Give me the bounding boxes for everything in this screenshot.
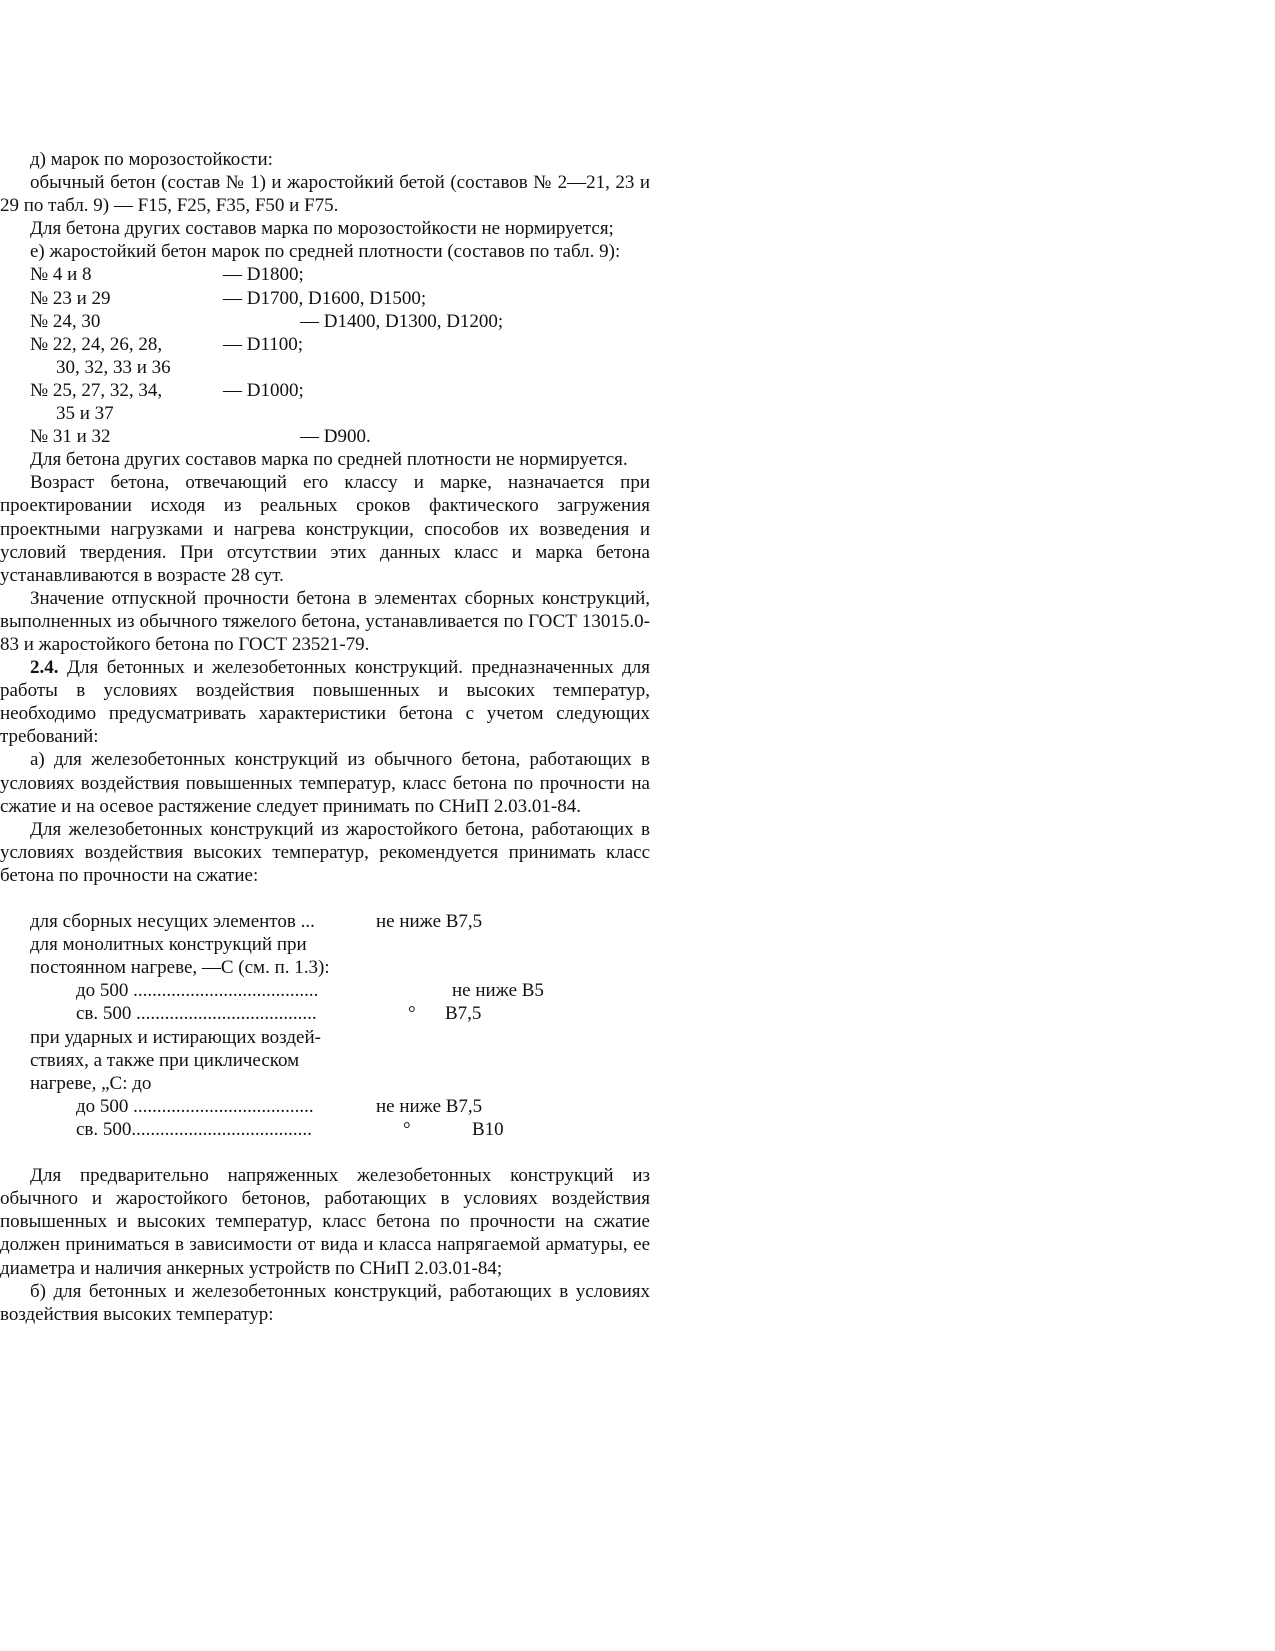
density-row-label: № 4 и 8 (30, 264, 92, 286)
class-table-row (0, 1072, 650, 1095)
density-row-value: — D1000; (223, 379, 304, 401)
class-row-value: не ниже В7,5 (376, 1095, 483, 1117)
paragraph-prestressed: Для предварительно напряженных железобетонных конструкций из обычного и жаростойкого бетонов, работающих в условиях воздействия повышенных и высоких температур, класс бетона по прочности на сжатие должен приниматься в зависимости от вида и класса напрягаемой арматуры, ее диаметра и наличия анкерных устройств по СНиП 2.03.01-84; (0, 1165, 650, 1279)
density-row-label: № 22, 24, 26, 28, (30, 333, 163, 355)
paragraph-density-heading: е) жаростойкий бетон марок по средней плотности (составов по табл. 9): (30, 241, 621, 263)
class-row-value: не ниже В5 (452, 980, 544, 1002)
paragraph-item-b: б) для бетонных и железобетонных конструкций, работающих в условиях воздействия высоких температур: (0, 1280, 650, 1325)
density-row-value: — D1100; (223, 333, 304, 355)
density-row-value: — D1400, D1300, D1200; (300, 310, 504, 332)
class-row-label: св. 500...................................... (76, 1118, 312, 1140)
density-row-label: № 23 и 29 (30, 287, 111, 309)
paragraph-frost-other: Для бетона других составов марка по морозостойкости не нормируется; (30, 218, 614, 240)
density-list (0, 263, 650, 448)
section-number: 2.4. (30, 657, 59, 679)
paragraph-frost-ordinary: обычный бетон (состав № 1) и жаростойкий бетой (составов № 2—21, 23 и 29 по табл. 9) — F15, F25, F35, F50 и F75. (0, 172, 650, 217)
class-row-label: св. 500 ...................................... (76, 1003, 317, 1025)
class-row-label: при ударных и истирающих воздей- (30, 1026, 321, 1048)
document-page-column (0, 148, 650, 1326)
section-2-4 (0, 656, 650, 748)
section-text: Для бетонных и железобетонных конструкций. предназначенных для работы в условиях воздействия повышенных и высоких температур, необходимо предусматривать характеристики бетона с учетом следующих требований: (0, 657, 650, 748)
class-row-label: постоянном нагреве, —С (см. п. 1.3): (30, 957, 330, 979)
paragraph-concrete-age: Возраст бетона, отвечающий его классу и марке, назначается при проектировании исходя из реальных сроков фактического загружения проектными нагрузками и нагрева конструкции, способов их возведения и условий твердения. При отсутствии этих данных класс и марка бетона устанавливаются в возрасте 28 сут. (0, 472, 650, 586)
density-row-label: № 24, 30 (30, 310, 101, 332)
paragraph-heat-resistant: Для железобетонных конструкций из жаростойкого бетона, работающих в условиях воздействия высоких температур, рекомендуется принимать класс бетона по прочности на сжатие: (0, 818, 650, 886)
class-row-label: ствиях, а также при циклическом (30, 1049, 300, 1071)
density-row (0, 333, 650, 356)
class-table-row (0, 1026, 650, 1049)
density-row-label: № 25, 27, 32, 34, (30, 379, 163, 401)
spacer (0, 1141, 650, 1164)
class-row-value: В10 (472, 1118, 504, 1140)
density-row-label: № 31 и 32 (30, 426, 111, 448)
class-table-row (0, 1095, 650, 1118)
paragraph-release-strength: Значение отпускной прочности бетона в элементах сборных конструкций, выполненных из обычного тяжелого бетона, устанавливается по ГОСТ 13015.0-83 и жаростойкого бетона по ГОСТ 23521-79. (0, 587, 650, 655)
density-row (0, 379, 650, 402)
density-row-continuation (0, 356, 650, 379)
spacer (0, 887, 650, 910)
ditto-mark: ° (403, 1118, 411, 1140)
density-row (0, 263, 650, 286)
class-table-row (0, 956, 650, 979)
class-table-row (0, 979, 650, 1002)
paragraph-density-other: Для бетона других составов марка по средней плотности не нормируется. (30, 449, 628, 471)
class-row-value: В7,5 (445, 1003, 482, 1025)
class-row-label: до 500 ...................................... (76, 1095, 314, 1117)
density-row-label-continued: 30, 32, 33 и 36 (56, 356, 171, 378)
class-row-label: для монолитных конструкций при (30, 934, 307, 956)
density-row-continuation (0, 402, 650, 425)
class-table-row (0, 910, 650, 933)
density-row-value: — D1800; (223, 264, 304, 286)
ditto-mark: ° (408, 1003, 416, 1025)
density-row-label-continued: 35 и 37 (56, 403, 114, 425)
class-row-label: для сборных несущих элементов ... (30, 911, 315, 933)
density-row (0, 287, 650, 310)
density-row-value: — D900. (300, 426, 371, 448)
class-table-row (0, 933, 650, 956)
density-row-value: — D1700, D1600, D1500; (223, 287, 427, 309)
class-row-label: до 500 ....................................... (76, 980, 319, 1002)
class-table-row (0, 1049, 650, 1072)
class-table (0, 910, 650, 1141)
class-row-label: нагреве, „С: до (30, 1072, 152, 1094)
density-row (0, 310, 650, 333)
class-table-row (0, 1118, 650, 1141)
paragraph-frost-heading: д) марок по морозостойкости: (30, 149, 273, 170)
class-row-value: не ниже В7,5 (376, 911, 483, 933)
paragraph-item-a: а) для железобетонных конструкций из обычного бетона, работающих в условиях воздействия повышенных температур, класс бетона по прочности на сжатие и на осевое растяжение следует принимать по СНиП 2.03.01-84. (0, 749, 650, 817)
class-table-row (0, 1002, 650, 1025)
density-row (0, 425, 650, 448)
